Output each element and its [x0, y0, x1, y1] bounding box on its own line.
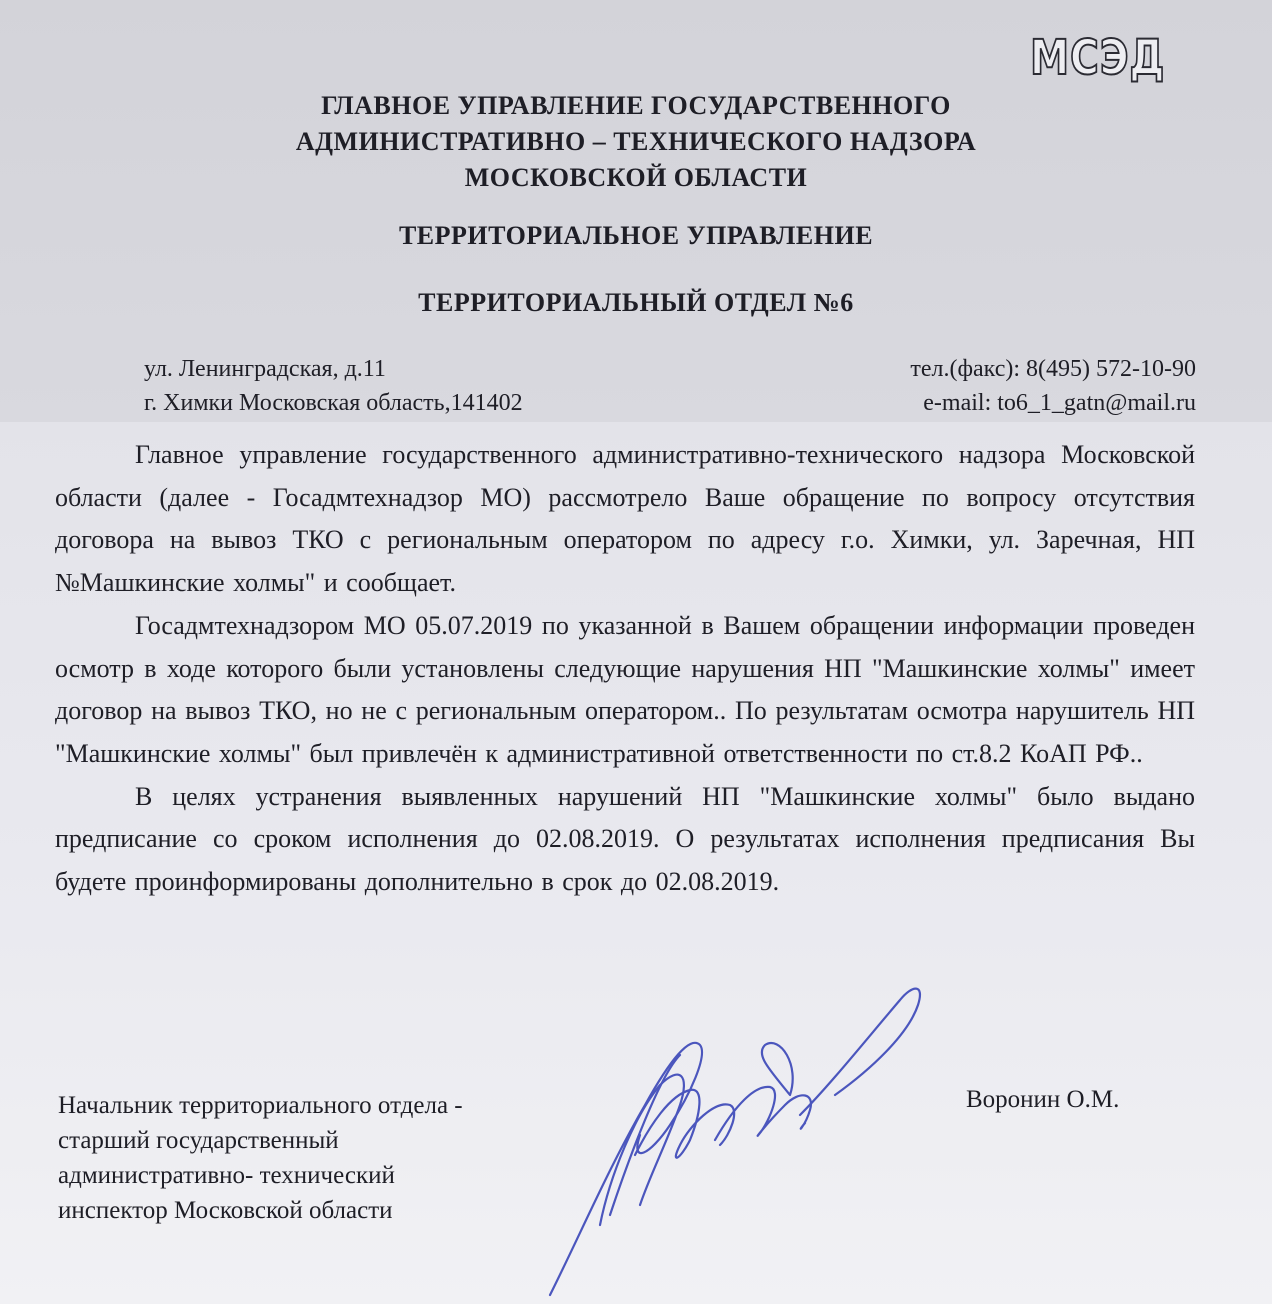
handwritten-signature — [540, 975, 940, 1300]
address-block — [144, 352, 523, 420]
organization-name — [0, 88, 1272, 196]
address-street: ул. Ленинградская, д.11 — [144, 356, 386, 382]
signatory-title-line-3: административно- технический — [58, 1162, 395, 1189]
contact-phone: тел.(факс): 8(495) 572-10-90 — [910, 356, 1196, 382]
signatory-name: Воронин О.М. — [966, 1086, 1120, 1113]
signatory-title-line-2: старший государственный — [58, 1127, 339, 1154]
address-city: г. Химки Московская область,141402 — [144, 390, 523, 416]
subdivision-title: ТЕРРИТОРИАЛЬНОЕ УПРАВЛЕНИЕ — [398, 221, 874, 250]
body-paragraph-2: Госадмтехнадзором МО 05.07.2019 по указанной в Вашем обращении информации проведен осмотр в ходе которого были установлены следующие нарушения НП "Машкинские холмы" имеет договор на вывоз ТКО, но не с региональным оператором.. По результатам осмотра нарушитель НП "Машкинские холмы" был привлечён к административной ответственности по ст.8.2 КоАП РФ.. — [55, 610, 1195, 768]
contact-block — [910, 352, 1196, 420]
msed-stamp: МСЭД — [1030, 30, 1166, 86]
org-line-3: МОСКОВСКОЙ ОБЛАСТИ — [464, 163, 808, 192]
signatory-title-line-4: инспектор Московской области — [58, 1197, 393, 1224]
signatory-title — [58, 1088, 463, 1228]
letter-body — [55, 434, 1195, 904]
org-line-2: АДМИНИСТРАТИВНО – ТЕХНИЧЕСКОГО НАДЗОРА — [295, 127, 977, 156]
body-paragraph-1: Главное управление государственного административно-технического надзора Московской области (далее - Госадмтехнадзор МО) рассмотрело Ваше обращение по вопросу отсутствия договора на вывоз ТКО с региональным оператором по адресу г.о. Химки, ул. Заречная, НП №Машкинские холмы" и сообщает. — [55, 440, 1195, 598]
contact-email: e-mail: to6_1_gatn@mail.ru — [923, 390, 1196, 416]
body-paragraph-3: В целях устранения выявленных нарушений НП "Машкинские холмы" было выдано предписание со сроком исполнения до 02.08.2019. О результатах исполнения предписания Вы будете проинформированы дополнительно в срок до 02.08.2019. — [55, 781, 1195, 897]
department-title: ТЕРРИТОРИАЛЬНЫЙ ОТДЕЛ №6 — [418, 288, 854, 317]
signatory-title-line-1: Начальник территориального отдела - — [58, 1092, 463, 1119]
org-line-1: ГЛАВНОЕ УПРАВЛЕНИЕ ГОСУДАРСТВЕННОГО — [321, 91, 951, 120]
